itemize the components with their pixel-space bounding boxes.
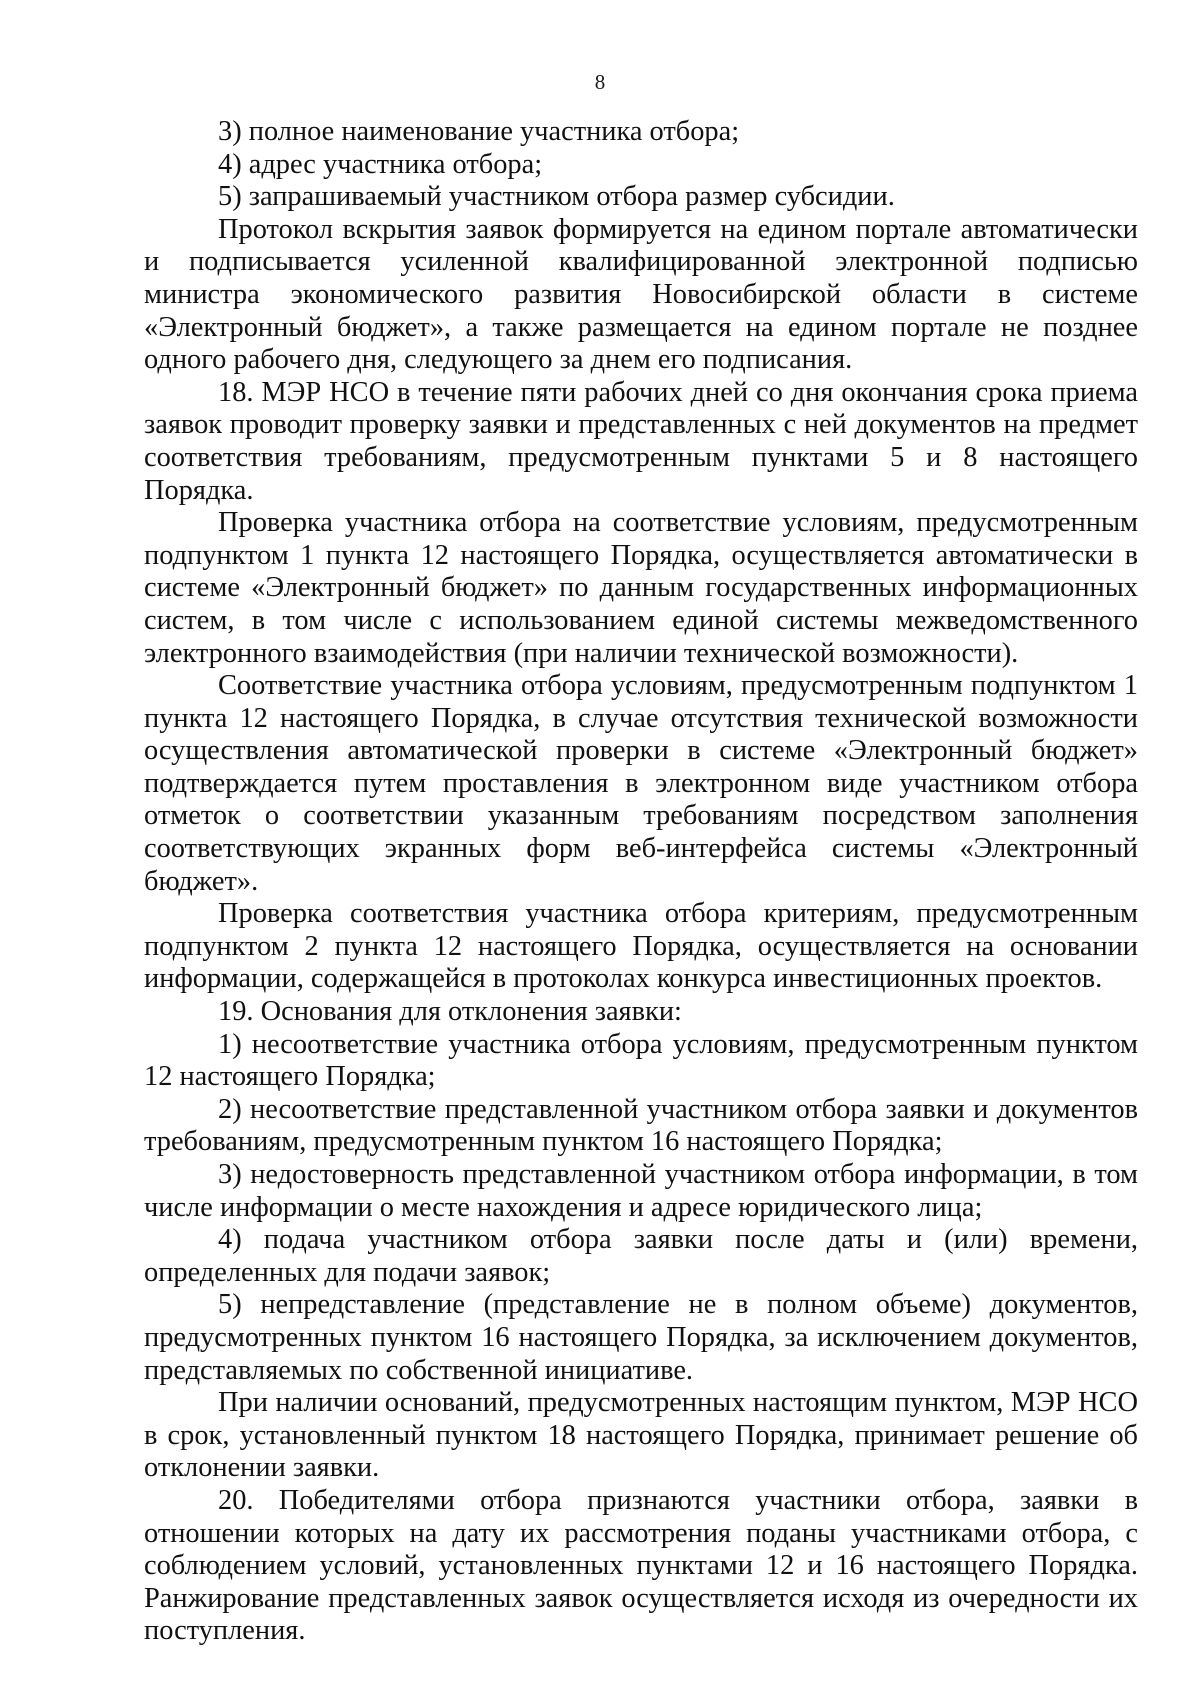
paragraph-reason-5: 5) непредставление (представление не в полном объеме) документов, предусмотренных пунктом 16 настоящего Порядка, за исключением документов, представляемых по собственной инициативе. [144,1289,1138,1386]
paragraph-check-conditions: Проверка участника отбора на соответствие условиям, предусмотренным подпунктом 1 пункта 12 настоящего Порядка, осуществляется автоматически в системе «Электронный бюджет» по данным государственных информационных систем, в том числе с использованием единой системы межведомственного электронного взаимодействия (при наличии технической возможности). [144,507,1138,669]
paragraph-protocol: Протокол вскрытия заявок формируется на едином портале автоматически и подписывается усиленной квалифицированной электронной подписью министра экономического развития Новосибирской области в системе «Электронный бюджет», а также размещается на едином портале не позднее одного рабочего дня, следующего за днем его подписания. [144,213,1138,376]
document-body [144,116,1138,1648]
paragraph-check-criteria: Проверка соответствия участника отбора критериям, предусмотренным подпунктом 2 пункта 12 настоящего Порядка, осуществляется на основании информации, содержащейся в протоколах конкурса инвестиционных проектов. [144,898,1138,995]
paragraph-reason-3: 3) недостоверность представленной участником отбора информации, в том числе информации о месте нахождения и адресе юридического лица; [144,1159,1138,1223]
paragraph-reason-2: 2) несоответствие представленной участником отбора заявки и документов требованиям, предусмотренным пунктом 16 настоящего Порядка; [144,1093,1138,1158]
paragraph-item-4: 4) адрес участника отбора; [218,148,543,180]
paragraph-compliance: Соответствие участника отбора условиям, предусмотренным подпунктом 1 пункта 12 настоящего Порядка, в случае отсутствия технической возможности осуществления автоматической проверки в системе «Электронный бюджет» подтверждается путем проставления в электронном виде участником отбора отметок о соответствии указанным требованиям посредством заполнения соответствующих экранных форм веб-интерфейса системы «Электронный бюджет». [144,670,1138,897]
paragraph-reason-4: 4) подача участником отбора заявки после даты и (или) времени, определенных для подачи заявок; [144,1224,1138,1288]
paragraph-clause-18: 18. МЭР НСО в течение пяти рабочих дней со дня окончания срока приема заявок проводит проверку заявки и представленных с ней документов на предмет соответствия требованиям, предусмотренным пунктами 5 и 8 настоящего Порядка. [144,376,1138,506]
paragraph-item-3: 3) полное наименование участника отбора; [218,116,740,147]
paragraph-clause-20: 20. Победителями отбора признаются участники отбора, заявки в отношении которых на дату их рассмотрения поданы участниками отбора, с соблюдением условий, установленных пунктами 12 и 16 настоящего Порядка. Ранжирование представленных заявок осуществляется исходя из очередности их поступления. [144,1484,1138,1647]
paragraph-rejection-decision: При наличии оснований, предусмотренных настоящим пунктом, МЭР НСО в срок, установленный пунктом 18 настоящего Порядка, принимает решение об отклонении заявки. [144,1387,1138,1484]
paragraph-item-5: 5) запрашиваемый участником отбора размер субсидии. [218,181,895,213]
paragraph-clause-19: 19. Основания для отклонения заявки: [218,996,682,1028]
paragraph-reason-1: 1) несоответствие участника отбора условиям, предусмотренным пунктом 12 настоящего Порядка; [144,1028,1138,1093]
page-number: 8 [594,70,606,94]
